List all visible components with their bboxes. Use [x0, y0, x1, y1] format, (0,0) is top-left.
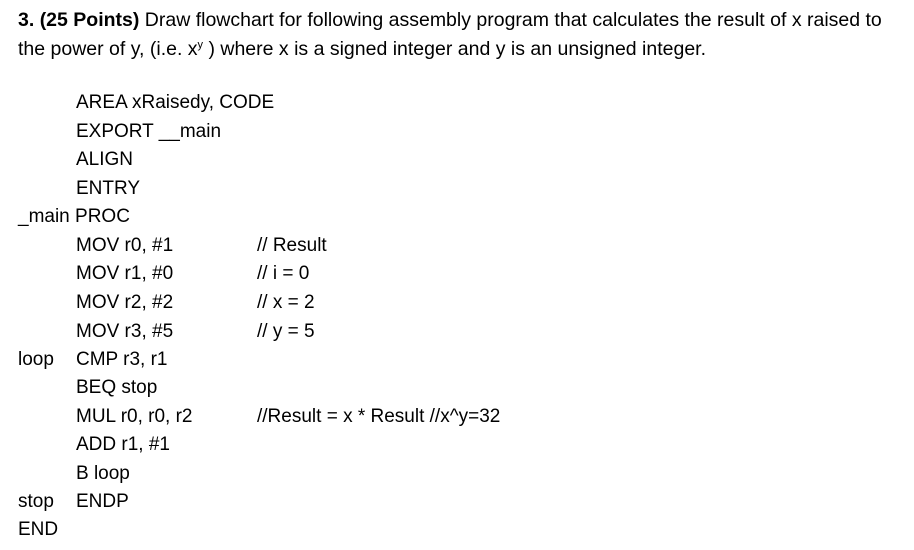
comment-result: // Result [257, 235, 327, 256]
code-mul: MUL r0, r0, r2 [76, 406, 193, 427]
code-export: EXPORT __main [76, 121, 222, 142]
question-points: (25 Points) [39, 9, 140, 31]
question-number: 3. [18, 9, 35, 31]
code-endp: ENDP [76, 491, 129, 512]
code-area: AREA xRaisedy, CODE [76, 92, 275, 113]
question-text [18, 6, 898, 64]
question-body-end: ) where x is a signed integer and y is an unsigned integer. [203, 38, 707, 60]
code-mov-r2: MOV r2, #2 [76, 292, 174, 313]
code-b-loop: B loop [76, 463, 130, 484]
code-loop-label: loop [18, 349, 54, 370]
power-superscript: y [197, 39, 204, 51]
code-cmp: CMP r3, r1 [76, 349, 168, 370]
code-stop-label: stop [18, 491, 54, 512]
comment-i: // i = 0 [257, 263, 310, 284]
code-entry: ENTRY [76, 178, 141, 199]
code-add: ADD r1, #1 [76, 434, 170, 455]
comment-y: // y = 5 [257, 321, 315, 342]
code-end: END [18, 519, 59, 540]
code-beq: BEQ stop [76, 377, 158, 398]
question-body: Draw flowchart for following assembly program that calculates the result of x raised to the power of y, (i.e. x [18, 9, 882, 60]
code-mov-r3: MOV r3, #5 [76, 321, 174, 342]
code-main-proc: _main PROC [18, 206, 130, 227]
code-mov-r0: MOV r0, #1 [76, 235, 174, 256]
code-mov-r1: MOV r1, #0 [76, 263, 174, 284]
code-align: ALIGN [76, 149, 134, 170]
comment-mul: //Result = x * Result //x^y=32 [257, 406, 501, 427]
comment-x: // x = 2 [257, 292, 315, 313]
